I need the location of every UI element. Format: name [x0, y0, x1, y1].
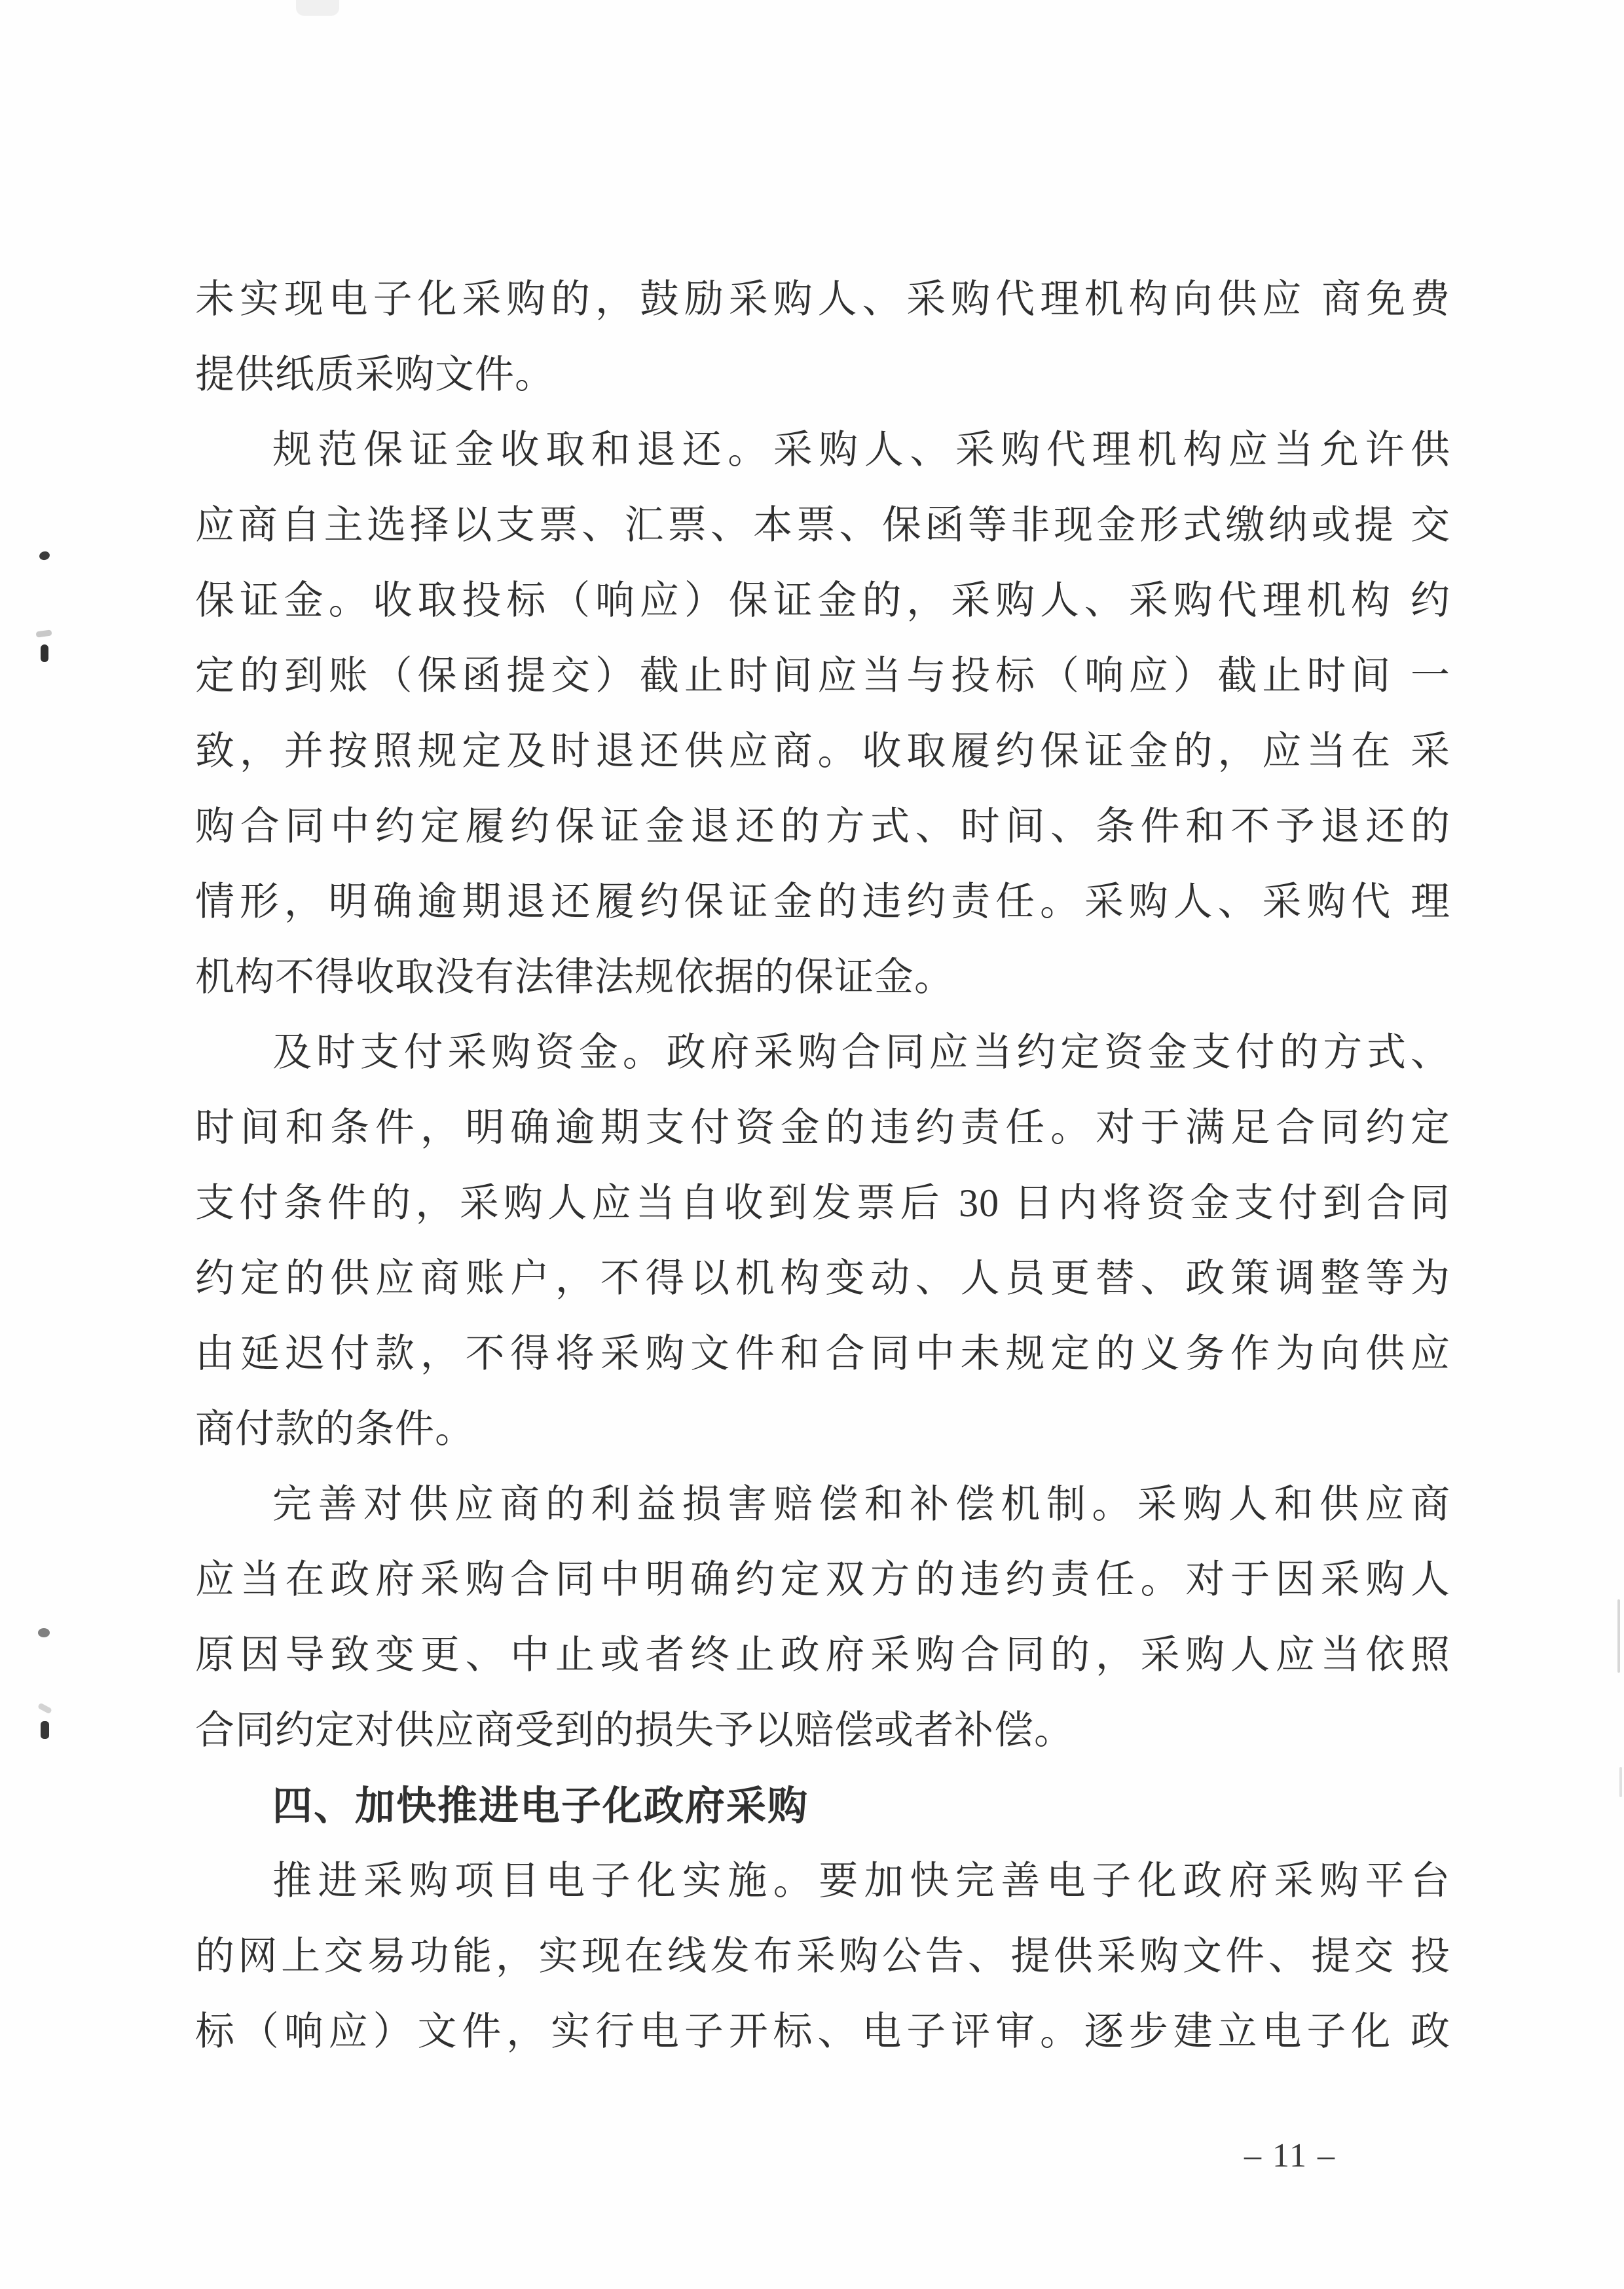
scan-speck — [41, 644, 48, 662]
text-line: 的网上交易功能，实现在线发布采购公告、提供采购文件、提交 投 — [195, 1935, 1450, 1978]
document-lines — [195, 262, 1450, 2070]
text-line: 及时支付采购资金。政府采购合同应当约定资金支付的方式、 — [272, 1031, 1450, 1074]
text-line: 保证金。收取投标（响应）保证金的，采购人、采购代理机构 约 — [195, 579, 1450, 622]
text-line: 合同约定对供应商受到的损失予以赔偿或者补偿。 — [195, 1709, 1074, 1752]
text-line: 应商自主选择以支票、汇票、本票、保函等非现金形式缴纳或提 交 — [195, 504, 1450, 547]
text-line: 机构不得收取没有法律法规依据的保证金。 — [195, 956, 954, 999]
scan-speck — [41, 1721, 49, 1739]
text-line: 时间和条件，明确逾期支付资金的违约责任。对于满足合同约定 — [195, 1106, 1450, 1149]
text-line: 完善对供应商的利益损害赔偿和补偿机制。采购人和供应商 — [272, 1483, 1450, 1526]
scan-smudge — [296, 0, 339, 16]
text-line: 规范保证金收取和退还。采购人、采购代理机构应当允许供 — [272, 428, 1450, 472]
scan-speck — [35, 629, 52, 637]
page-number: – 11 – — [1244, 2137, 1337, 2174]
section-heading: 四、加快推进电子化政府采购 — [272, 1783, 809, 1828]
text-line: 致，并按照规定及时退还供应商。收取履约保证金的，应当在 采 — [195, 730, 1450, 773]
scan-speck — [39, 550, 51, 561]
scan-edge-artifact — [1617, 1599, 1620, 1673]
text-line: 应当在政府采购合同中明确约定双方的违约责任。对于因采购人 — [195, 1558, 1450, 1601]
text-line: 提供纸质采购文件。 — [195, 353, 555, 396]
text-line: 由延迟付款，不得将采购文件和合同中未规定的义务作为向供应 — [195, 1332, 1450, 1375]
text-line: 标（响应）文件，实行电子开标、电子评审。逐步建立电子化 政 — [195, 2010, 1450, 2053]
scan-edge-artifact — [1619, 1767, 1622, 1797]
text-line: 推进采购项目电子化实施。要加快完善电子化政府采购平台 — [272, 1859, 1450, 1903]
scan-speck — [38, 1628, 50, 1637]
scan-speck — [37, 1703, 52, 1715]
text-line: 购合同中约定履约保证金退还的方式、时间、条件和不予退还的 — [195, 805, 1450, 848]
text-line: 未实现电子化采购的，鼓励采购人、采购代理机构向供应 商免费 — [195, 278, 1450, 321]
text-line: 支付条件的，采购人应当自收到发票后 30 日内将资金支付到合同 — [195, 1182, 1450, 1225]
text-line: 商付款的条件。 — [195, 1407, 475, 1451]
text-line: 原因导致变更、中止或者终止政府采购合同的，采购人应当依照 — [195, 1633, 1450, 1677]
text-line: 定的到账（保函提交）截止时间应当与投标（响应）截止时间 一 — [195, 654, 1450, 698]
text-line: 情形，明确逾期退还履约保证金的违约责任。采购人、采购代 理 — [195, 880, 1450, 923]
text-line: 约定的供应商账户，不得以机构变动、人员更替、政策调整等为 — [195, 1257, 1450, 1300]
